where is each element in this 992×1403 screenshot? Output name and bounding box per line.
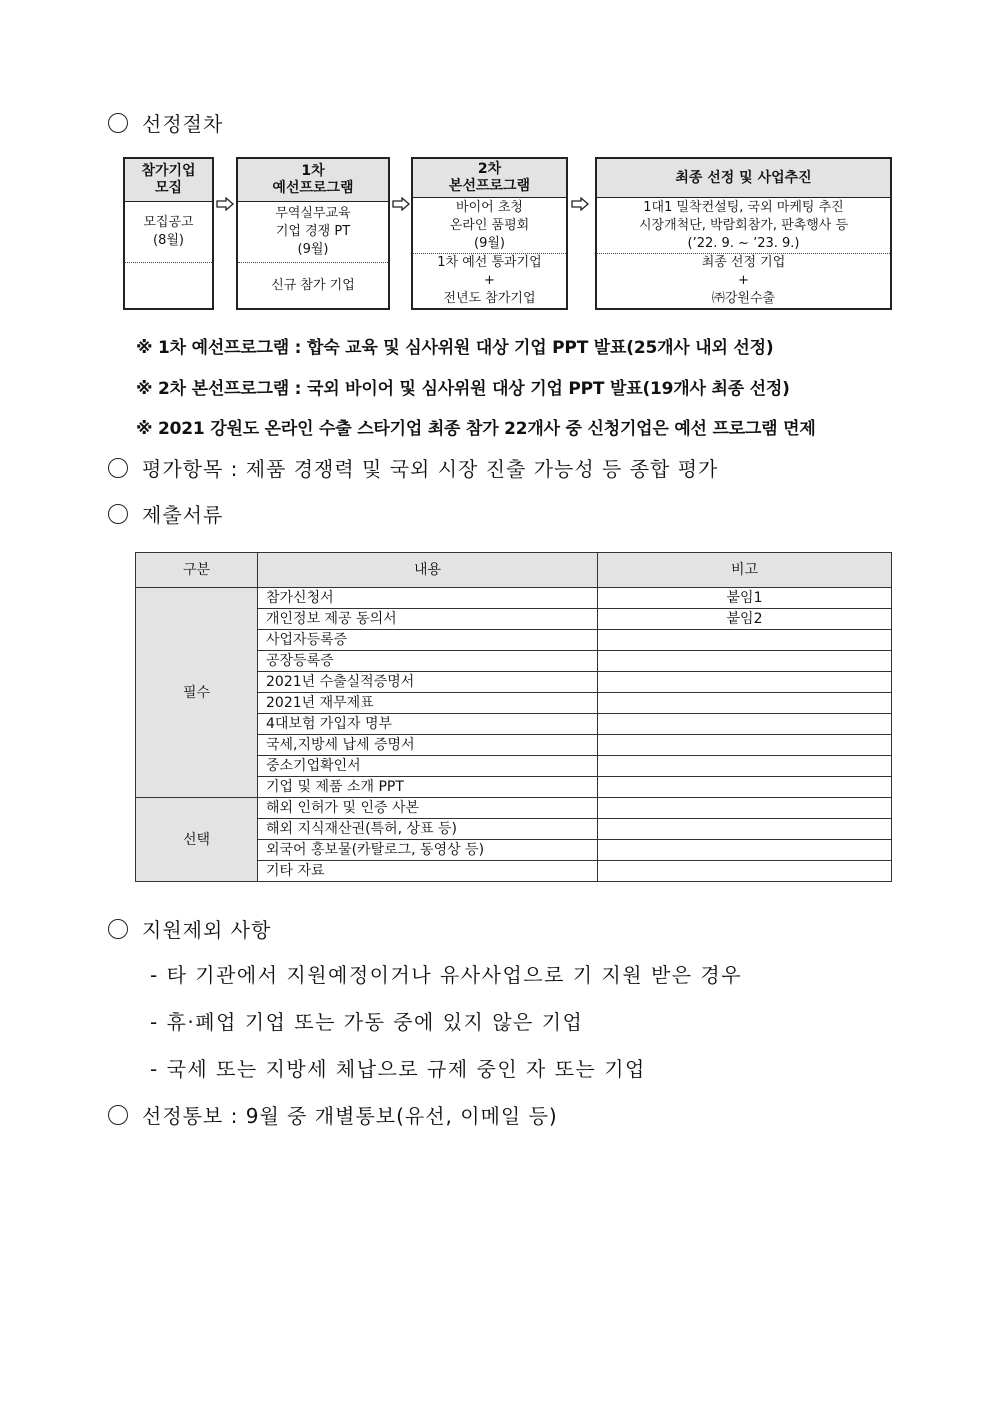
flow-text: 기업 경쟁 PT bbox=[275, 224, 351, 239]
content-cell: 2021년 재무제표 bbox=[258, 693, 598, 714]
exclusion-item-2: - 휴·폐업 기업 또는 가동 중에 있지 않은 기업 bbox=[150, 1010, 584, 1034]
header-content: 내용 bbox=[258, 553, 598, 588]
category-cell: 필수 bbox=[136, 588, 258, 798]
note-cell bbox=[598, 693, 892, 714]
flow-box-header bbox=[597, 159, 890, 198]
flow-text: 모집 bbox=[154, 180, 183, 196]
category-cell: 선택 bbox=[136, 798, 258, 882]
content-cell: 국세,지방세 납세 증명서 bbox=[258, 735, 598, 756]
arrow-right-icon bbox=[216, 197, 234, 215]
note-cell bbox=[598, 714, 892, 735]
flow-box-bottom bbox=[413, 254, 566, 308]
note-cell bbox=[598, 756, 892, 777]
flow-text: 온라인 품평회 bbox=[449, 217, 530, 233]
section-heading-documents: 제출서류 bbox=[108, 499, 223, 528]
note-3: ※ 2021 강원도 온라인 수출 스타기업 최종 참가 22개사 중 신청기업은 예선 프로그램 면제 bbox=[136, 419, 816, 439]
flow-text: + bbox=[484, 273, 495, 288]
content-cell: 해외 인허가 및 인증 사본 bbox=[258, 798, 598, 819]
note-cell bbox=[598, 861, 892, 882]
flow-box-mid bbox=[125, 202, 212, 263]
section-heading-exclusion: 지원제외 사항 bbox=[108, 914, 271, 943]
exclusion-item-1: - 타 기관에서 지원예정이거나 유사사업으로 기 지원 받은 경우 bbox=[150, 963, 743, 987]
arrow-right-icon bbox=[571, 197, 589, 215]
exclusion-item-3: - 국세 또는 지방세 체납으로 규제 중인 자 또는 기업 bbox=[150, 1057, 646, 1081]
flow-text: 전년도 참가기업 bbox=[443, 291, 536, 306]
note-cell bbox=[598, 819, 892, 840]
flow-text: (’22. 9. ~ ’23. 9.) bbox=[687, 235, 800, 251]
content-cell: 개인정보 제공 동의서 bbox=[258, 609, 598, 630]
circle-bullet-icon bbox=[108, 458, 128, 478]
circle-bullet-icon bbox=[108, 113, 128, 133]
flow-text: 참가기업 bbox=[141, 163, 196, 179]
documents-table bbox=[135, 552, 892, 882]
note-cell bbox=[598, 651, 892, 672]
table-header-row bbox=[136, 553, 892, 588]
flow-text: 1대1 밀착컨설팅, 국외 마케팅 추진 bbox=[643, 199, 844, 215]
content-cell: 중소기업확인서 bbox=[258, 756, 598, 777]
circle-bullet-icon bbox=[108, 1105, 128, 1125]
content-cell: 기타 자료 bbox=[258, 861, 598, 882]
flow-text: 모집공고 bbox=[143, 215, 194, 230]
flow-box-mid bbox=[238, 202, 388, 263]
flow-box-final-selection bbox=[595, 157, 892, 310]
flow-box-mid bbox=[413, 198, 566, 254]
note-cell bbox=[598, 777, 892, 798]
note-1: ※ 1차 예선프로그램 : 합숙 교육 및 심사위원 대상 기업 PPT 발표(25개사 내외 선정) bbox=[136, 338, 774, 358]
flow-box-final-round bbox=[411, 157, 568, 310]
section-heading-notification: 선정통보 : 9월 중 개별통보(유선, 이메일 등) bbox=[108, 1100, 558, 1129]
section-heading-evaluation: 평가항목 : 제품 경쟁력 및 국외 시장 진출 가능성 등 종합 평가 bbox=[108, 453, 718, 482]
content-cell: 해외 지식재산권(특허, 상표 등) bbox=[258, 819, 598, 840]
section-heading-selection: 선정절차 bbox=[108, 108, 223, 137]
note-cell: 붙임1 bbox=[598, 588, 892, 609]
flow-text: (9월) bbox=[474, 235, 505, 251]
circle-bullet-icon bbox=[108, 504, 128, 524]
note-cell bbox=[598, 798, 892, 819]
flow-text: ㈜강원수출 bbox=[711, 291, 776, 306]
note-cell bbox=[598, 840, 892, 861]
note-cell: 붙임2 bbox=[598, 609, 892, 630]
circle-bullet-icon bbox=[108, 919, 128, 939]
content-cell: 외국어 홍보물(카탈로그, 동영상 등) bbox=[258, 840, 598, 861]
flow-text: 본선프로그램 bbox=[448, 178, 531, 195]
flow-text: (9월) bbox=[297, 242, 329, 257]
flow-text: 최종 선정 기업 bbox=[701, 255, 786, 270]
flow-box-bottom bbox=[125, 263, 212, 308]
table-row bbox=[136, 588, 892, 609]
flow-box-header bbox=[125, 159, 212, 202]
content-cell: 참가신청서 bbox=[258, 588, 598, 609]
content-cell: 공장등록증 bbox=[258, 651, 598, 672]
header-note: 비고 bbox=[598, 553, 892, 588]
flow-text: 시장개척단, 박람회참가, 판촉행사 등 bbox=[638, 217, 849, 233]
note-cell bbox=[598, 630, 892, 651]
content-cell: 2021년 수출실적증명서 bbox=[258, 672, 598, 693]
content-cell: 4대보험 가입자 명부 bbox=[258, 714, 598, 735]
flow-box-mid bbox=[597, 198, 890, 254]
flow-text: 무역실무교육 bbox=[275, 206, 351, 221]
table-row bbox=[136, 798, 892, 819]
flow-text: (8월) bbox=[153, 233, 184, 248]
flow-box-recruit bbox=[123, 157, 214, 310]
flow-text: 2차 bbox=[477, 161, 502, 178]
header-category: 구분 bbox=[136, 553, 258, 588]
flow-box-header bbox=[238, 159, 388, 202]
note-2: ※ 2차 본선프로그램 : 국외 바이어 및 심사위원 대상 기업 PPT 발표(19개사 최종 선정) bbox=[136, 379, 790, 399]
flow-box-header bbox=[413, 159, 566, 198]
flow-box-prelim bbox=[236, 157, 390, 310]
note-cell bbox=[598, 735, 892, 756]
arrow-right-icon bbox=[392, 197, 410, 215]
flow-box-bottom bbox=[238, 263, 388, 308]
flow-text: 바이어 초청 bbox=[456, 199, 523, 215]
note-cell bbox=[598, 672, 892, 693]
flow-text: 1차 bbox=[301, 163, 325, 179]
content-cell: 기업 및 제품 소개 PPT bbox=[258, 777, 598, 798]
flow-text: 최종 선정 및 사업추진 bbox=[675, 169, 812, 186]
content-cell: 사업자등록증 bbox=[258, 630, 598, 651]
flow-text: 예선프로그램 bbox=[272, 180, 354, 196]
flow-text: + bbox=[738, 273, 749, 288]
flow-text: 신규 참가 기업 bbox=[271, 277, 355, 293]
flow-box-bottom bbox=[597, 254, 890, 308]
flow-text: 1차 예선 통과기업 bbox=[437, 255, 542, 270]
